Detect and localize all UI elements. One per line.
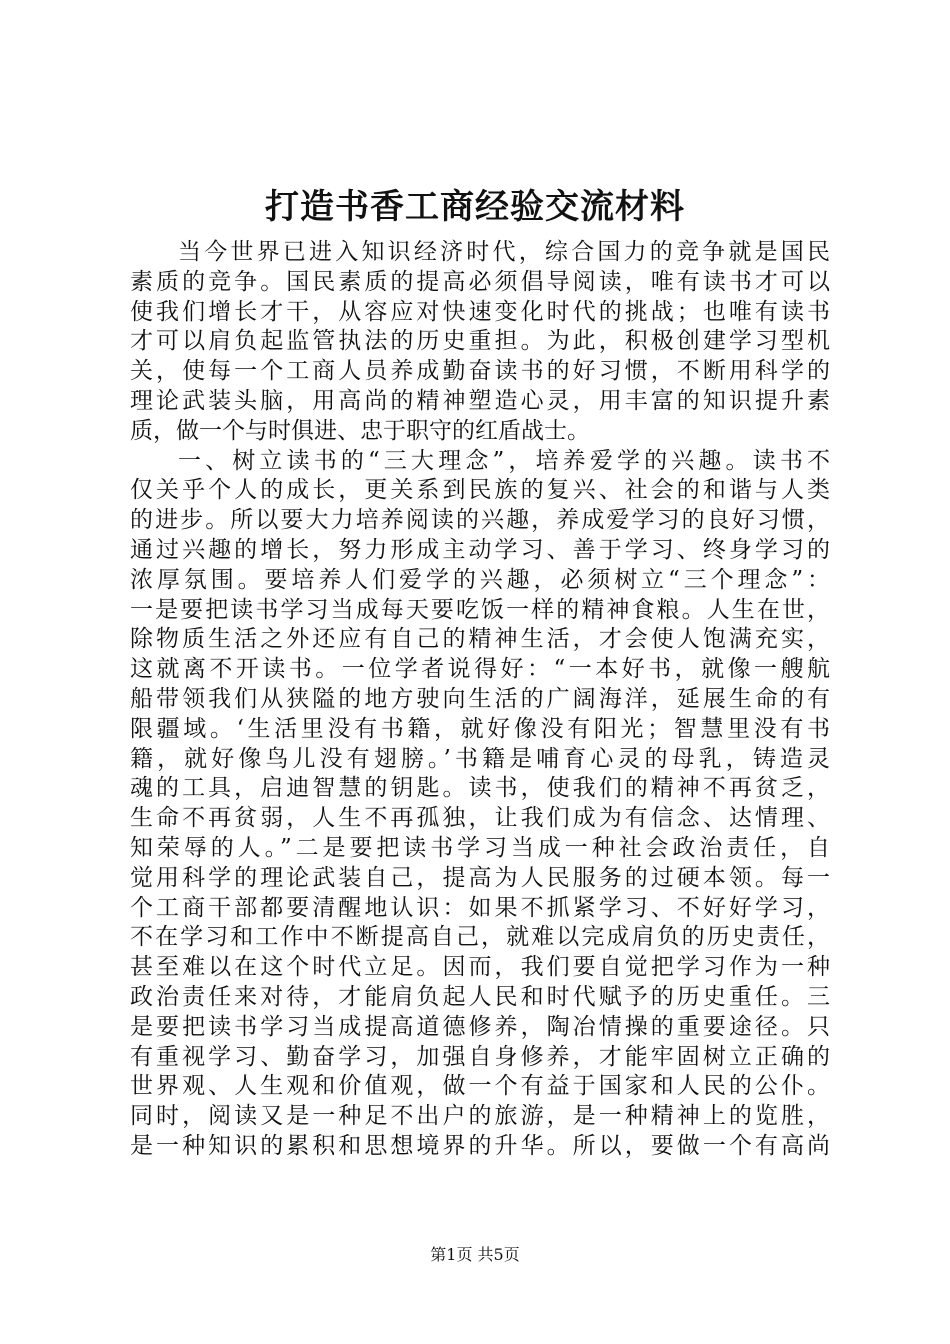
text-line: 一是要把读书学习当成每天要吃饭一样的精神食粮。人生在世， [130, 596, 830, 623]
text-line: 世界观、人生观和价值观，做一个有益于国家和人民的公仆。 [130, 1073, 830, 1100]
text-line: 仅关乎个人的成长，更关系到民族的复兴、社会的和谐与人类 [130, 477, 830, 504]
page-number: 第1页 共5页 [430, 1245, 520, 1264]
text-line: 有重视学习、勤奋学习，加强自身修养，才能牢固树立正确的 [130, 1043, 830, 1070]
text-line: 个工商干部都要清醒地认识：如果不抓紧学习、不好好学习， [130, 894, 830, 921]
text-line: 当今世界已进入知识经济时代，综合国力的竞争就是国民 [178, 239, 830, 265]
text-line: 不在学习和工作中不断提高自己，就难以完成肩负的历史责任， [130, 924, 830, 951]
text-line: 是要把读书学习当成提高道德修养，陶冶情操的重要途径。只 [130, 1013, 830, 1040]
document-body [130, 238, 830, 1162]
text-line: 魂的工具，启迪智慧的钥匙。读书，使我们的精神不再贫乏， [130, 775, 830, 802]
text-line: 甚至难以在这个时代立足。因而，我们要自觉把学习作为一种 [130, 954, 830, 981]
text-line: 政治责任来对待，才能肩负起人民和时代赋予的历史重任。三 [130, 983, 830, 1010]
text-line: 的进步。所以要大力培养阅读的兴趣，养成爱学习的良好习惯， [130, 507, 830, 534]
text-line: 理论武装头脑，用高尚的精神塑造心灵，用丰富的知识提升素 [130, 387, 830, 414]
text-line: 船带领我们从狭隘的地方驶向生活的广阔海洋，延展生命的有 [130, 685, 830, 712]
text-line: 生命不再贫弱，人生不再孤独，让我们成为有信念、达情理、 [130, 805, 830, 832]
text-line: 关，使每一个工商人员养成勤奋读书的好习惯，不断用科学的 [130, 358, 830, 385]
document-title: 打造书香工商经验交流材料 [265, 187, 685, 227]
text-line: 浓厚氛围。要培养人们爱学的兴趣，必须树立“三个理念”： [130, 566, 830, 593]
text-line: 素质的竞争。国民素质的提高必须倡导阅读，唯有读书才可以 [130, 268, 830, 295]
text-line: 才可以肩负起监管执法的历史重担。为此，积极创建学习型机 [130, 328, 830, 355]
text-line: 通过兴趣的增长，努力形成主动学习、善于学习、终身学习的 [130, 536, 830, 563]
text-line: 是一种知识的累积和思想境界的升华。所以，要做一个有高尚 [130, 1132, 830, 1159]
text-line: 籍，就好像鸟儿没有翅膀。’书籍是哺育心灵的母乳，铸造灵 [130, 745, 830, 772]
text-line: 同时，阅读又是一种足不出户的旅游，是一种精神上的览胜， [130, 1103, 830, 1130]
text-line: 限疆域。‘生活里没有书籍，就好像没有阳光；智慧里没有书 [130, 715, 830, 742]
text-line: 质，做一个与时俱进、忠于职守的红盾战士。 [130, 417, 590, 444]
text-line: 知荣辱的人。”二是要把读书学习当成一种社会政治责任，自 [130, 834, 830, 861]
text-line: 使我们增长才干，从容应对快速变化时代的挑战；也唯有读书 [130, 298, 830, 325]
text-line: 觉用科学的理论武装自己，提高为人民服务的过硬本领。每一 [130, 864, 830, 891]
text-line: 这就离不开读书。一位学者说得好：“一本好书，就像一艘航 [130, 656, 830, 683]
text-line: 除物质生活之外还应有自己的精神生活，才会使人饱满充实， [130, 626, 830, 653]
text-line: 一、树立读书的“三大理念”，培养爱学的兴趣。读书不 [178, 447, 830, 474]
